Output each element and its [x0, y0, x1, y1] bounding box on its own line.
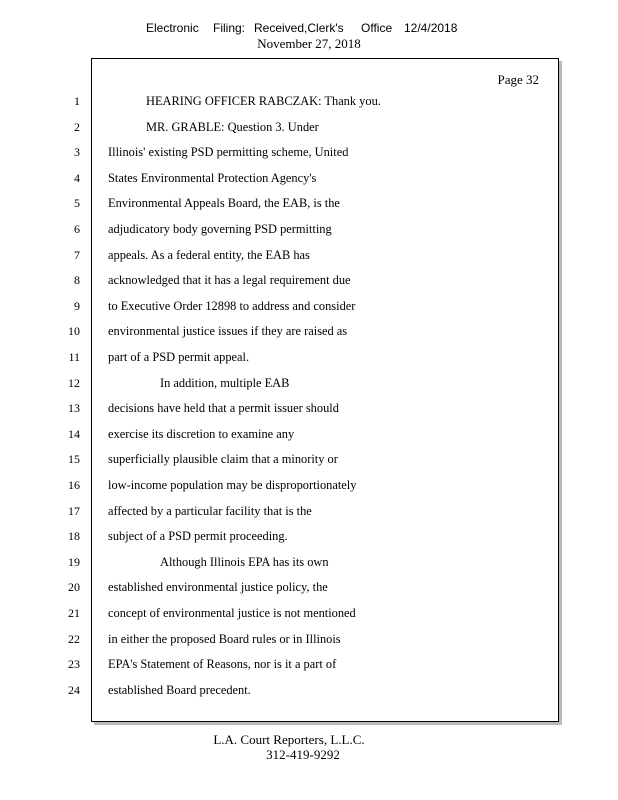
line-number: 10 [68, 324, 80, 338]
line-number: 15 [68, 452, 80, 466]
line-number: 20 [68, 580, 80, 594]
line-number: 5 [74, 196, 80, 210]
line-number: 4 [74, 171, 80, 185]
line-text: Illinois' existing PSD permitting scheme, United [108, 145, 349, 159]
line-number: 16 [68, 478, 80, 492]
line-number: 13 [68, 401, 80, 415]
line-text: Environmental Appeals Board, the EAB, is the [108, 196, 340, 210]
line-text: adjudicatory body governing PSD permitting [108, 222, 332, 236]
line-text: appeals. As a federal entity, the EAB has [108, 248, 310, 262]
line-text: superficially plausible claim that a minority or [108, 452, 338, 466]
court-reporter-name: L.A. Court Reporters, L.L.C. [213, 732, 365, 747]
stamp-word: Filing: [213, 21, 246, 35]
line-number: 24 [68, 683, 80, 697]
line-text: Although Illinois EPA has its own [160, 555, 329, 569]
line-number: 22 [68, 632, 80, 646]
line-text: decisions have held that a permit issuer should [108, 401, 339, 415]
line-text: In addition, multiple EAB [160, 376, 290, 390]
line-text: MR. GRABLE: Question 3. Under [146, 120, 319, 134]
line-text: subject of a PSD permit proceeding. [108, 529, 288, 543]
line-number: 8 [74, 273, 80, 287]
line-text: low-income population may be disproportionately [108, 478, 357, 492]
stamp-word: 12/4/2018 [404, 21, 458, 35]
line-number: 23 [68, 657, 80, 671]
line-text: affected by a particular facility that is the [108, 504, 312, 518]
line-text: established environmental justice policy, the [108, 580, 328, 594]
line-text: acknowledged that it has a legal requirement due [108, 273, 351, 287]
line-number: 6 [74, 222, 80, 236]
transcript-date: November 27, 2018 [257, 36, 361, 51]
line-number: 14 [68, 427, 80, 441]
stamp-word: Received,Clerk's [254, 21, 344, 35]
stamp-word: Office [361, 21, 393, 35]
line-text: part of a PSD permit appeal. [108, 350, 250, 364]
line-text: to Executive Order 12898 to address and consider [108, 299, 356, 313]
line-text: States Environmental Protection Agency's [108, 171, 317, 185]
line-number: 2 [74, 120, 80, 134]
line-number: 7 [74, 248, 80, 262]
line-text: established Board precedent. [108, 683, 251, 697]
line-number: 17 [68, 504, 80, 518]
electronic-filing-stamp [0, 21, 618, 37]
line-number: 1 [74, 94, 80, 108]
line-text: in either the proposed Board rules or in Illinois [108, 632, 341, 646]
line-number: 19 [68, 555, 80, 569]
stamp-word: Electronic [146, 21, 199, 35]
line-number: 9 [74, 299, 80, 313]
line-number: 21 [68, 606, 80, 620]
line-text: exercise its discretion to examine any [108, 427, 295, 441]
line-text: EPA's Statement of Reasons, nor is it a part of [108, 657, 337, 671]
line-number: 18 [68, 529, 80, 543]
line-number: 3 [74, 145, 80, 159]
line-number: 12 [68, 376, 80, 390]
line-text: environmental justice issues if they are raised as [108, 324, 348, 338]
line-number: 11 [68, 350, 80, 364]
page-number: Page 32 [497, 72, 539, 87]
court-reporter-phone: 312-419-9292 [266, 747, 340, 762]
line-text: HEARING OFFICER RABCZAK: Thank you. [146, 94, 381, 108]
line-text: concept of environmental justice is not mentioned [108, 606, 356, 620]
